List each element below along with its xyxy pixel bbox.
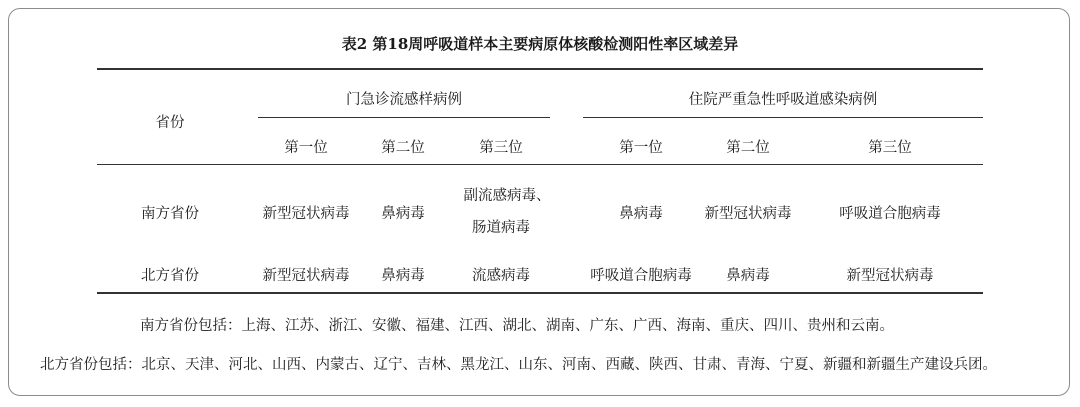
outpatient-group-underline xyxy=(258,117,550,118)
row-south-out-rank3-line1: 副流感病毒、 xyxy=(463,188,551,204)
top-rule xyxy=(97,68,983,70)
row-south-in-rank1: 鼻病毒 xyxy=(619,206,663,222)
header-in-rank3: 第三位 xyxy=(868,140,912,156)
row-north-in-rank2: 鼻病毒 xyxy=(726,268,770,284)
header-rule xyxy=(97,164,983,165)
row-south-in-rank2: 新型冠状病毒 xyxy=(704,206,792,222)
bottom-rule xyxy=(97,292,983,294)
header-out-rank3: 第三位 xyxy=(479,140,523,156)
row-south-region: 南方省份 xyxy=(141,206,199,222)
header-group-inpatient: 住院严重急性呼吸道感染病例 xyxy=(688,92,878,108)
header-out-rank1: 第一位 xyxy=(284,140,328,156)
header-in-rank2: 第二位 xyxy=(726,140,770,156)
row-north-in-rank1: 呼吸道合胞病毒 xyxy=(590,268,692,284)
table-title: 表2 第18周呼吸道样本主要病原体核酸检测阳性率区域差异 xyxy=(341,35,739,53)
row-north-in-rank3: 新型冠状病毒 xyxy=(846,268,934,284)
note-south: 南方省份包括：上海、江苏、浙江、安徽、福建、江西、湖北、湖南、广东、广西、海南、重庆、四川、贵州和云南。 xyxy=(140,318,894,334)
row-south-out-rank3-line2: 肠道病毒 xyxy=(472,220,530,236)
row-south-in-rank3: 呼吸道合胞病毒 xyxy=(839,206,941,222)
inpatient-group-underline xyxy=(583,117,983,118)
header-province: 省份 xyxy=(155,115,185,131)
header-in-rank1: 第一位 xyxy=(619,140,663,156)
row-north-out-rank2: 鼻病毒 xyxy=(381,268,425,284)
row-south-out-rank2: 鼻病毒 xyxy=(381,206,425,222)
row-north-region: 北方省份 xyxy=(141,268,199,284)
row-north-out-rank3: 流感病毒 xyxy=(472,268,530,284)
note-north: 北方省份包括：北京、天津、河北、山西、内蒙古、辽宁、吉林、黑龙江、山东、河南、西藏、陕西、甘肃、青海、宁夏、新疆和新疆生产建设兵团。 xyxy=(40,357,997,373)
header-group-outpatient: 门急诊流感样病例 xyxy=(346,92,462,108)
header-out-rank2: 第二位 xyxy=(381,140,425,156)
row-south-out-rank1: 新型冠状病毒 xyxy=(262,206,350,222)
row-north-out-rank1: 新型冠状病毒 xyxy=(262,268,350,284)
